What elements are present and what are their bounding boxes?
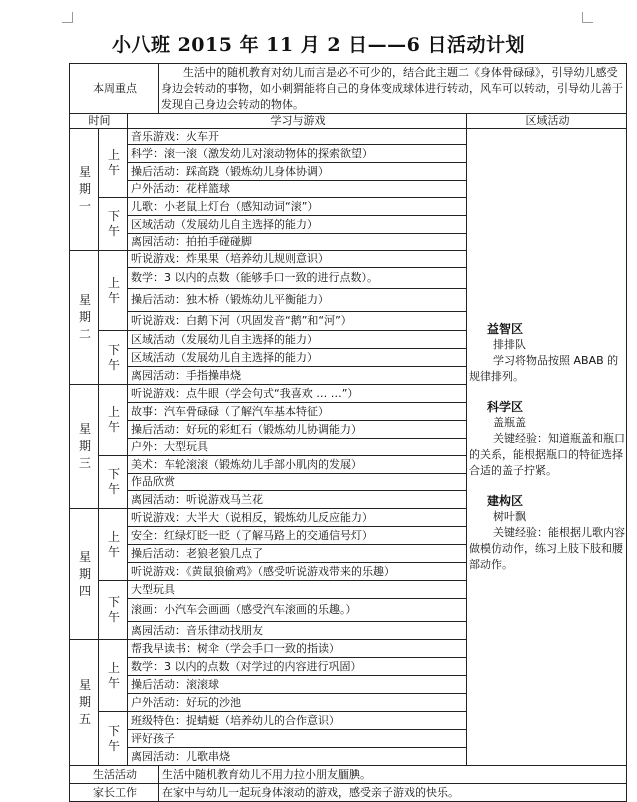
activity-text: 科学：滚一滚（激发幼儿对滚动物体的探索欲望）	[128, 145, 467, 163]
day-label: 星 期 一	[70, 129, 99, 251]
weekly-plan-table	[69, 63, 627, 802]
footer-text: 生活中随机教育幼儿不用力拉小朋友腼腆。	[159, 766, 627, 784]
activity-text: 评好孩子	[128, 730, 467, 748]
activity-text: 离园活动：儿歌串烧	[128, 748, 467, 766]
header-row	[70, 114, 627, 129]
afternoon-label: 下 午	[99, 581, 128, 640]
activity-text: 区域活动（发展幼儿自主选择的能力）	[128, 216, 467, 234]
morning-label: 上 午	[99, 509, 128, 581]
activity-text: 户外：大型玩具	[128, 439, 467, 456]
afternoon-label: 下 午	[99, 198, 128, 251]
activity-text: 户外活动：好玩的沙池	[128, 694, 467, 712]
page-title: 小八班 2015 年 11 月 2 日——6 日活动计划	[111, 34, 526, 56]
activity-text: 帮我早读书：树伞（学会手口一致的指读）	[128, 640, 467, 658]
activity-text: 滚画：小汽车会画画（感受汽车滚画的乐趣。）	[128, 599, 467, 622]
day-label: 星 期 三	[70, 385, 99, 509]
header-study: 学习与游戏	[128, 114, 467, 129]
activity-text: 听说游戏：大半大（说相反，锻炼幼儿反应能力）	[128, 509, 467, 527]
footer-row	[70, 766, 627, 784]
activity-row	[70, 129, 627, 145]
page-corner-mark-right	[582, 12, 593, 23]
activity-text: 区域活动（发展幼儿自主选择的能力）	[128, 349, 467, 367]
region-activity-desc: 学习将物品按照 ABAB 的规律排列。	[469, 354, 619, 383]
activity-text: 听说游戏：白鹅下河（巩固发音“鹅”和“河”）	[128, 312, 467, 331]
region-activity-name: 盖瓶盖	[493, 416, 527, 429]
footer-label: 家长工作	[70, 784, 159, 802]
activity-text: 数学：3 以内的点数（对学过的内容进行巩固）	[128, 658, 467, 676]
afternoon-label: 下 午	[99, 331, 128, 385]
morning-label: 上 午	[99, 129, 128, 198]
region-title: 益智区	[487, 322, 524, 336]
activity-text: 听说游戏：炸果果（培养幼儿规则意识）	[128, 251, 467, 268]
focus-row	[70, 64, 627, 114]
activity-text: 操后活动：滚滚球	[128, 676, 467, 694]
activity-text: 户外活动：花样篮球	[128, 181, 467, 198]
morning-label: 上 午	[99, 385, 128, 456]
activity-text: 安全：红绿灯眨一眨（了解马路上的交通信号灯）	[128, 527, 467, 545]
afternoon-label: 下 午	[99, 712, 128, 766]
focus-label: 本周重点	[70, 64, 159, 114]
activity-text: 操后活动：独木桥（锻炼幼儿平衡能力）	[128, 289, 467, 312]
region-title: 建构区	[487, 494, 524, 508]
day-label: 星 期 五	[70, 640, 99, 766]
region-activities-cell	[467, 129, 627, 766]
region-activity-name: 树叶飘	[493, 510, 527, 523]
header-time: 时间	[70, 114, 128, 129]
activity-text: 听说游戏：点牛眼（学会句式“我喜欢 … …”）	[128, 385, 467, 403]
activity-text: 离园活动：拍拍手碰碰脚	[128, 234, 467, 251]
region-activity-desc: 关键经验：能根据儿歌内容做模仿动作，练习上肢下肢和腰部动作。	[469, 526, 626, 571]
morning-label: 上 午	[99, 251, 128, 331]
day-label: 星 期 四	[70, 509, 99, 640]
day-label: 星 期 二	[70, 251, 99, 385]
activity-text: 美术：车轮滚滚（锻炼幼儿手部小肌肉的发展）	[128, 456, 467, 474]
morning-label: 上 午	[99, 640, 128, 712]
activity-text: 故事：汽车骨碌碌（了解汽车基本特征）	[128, 403, 467, 421]
region-activity-name: 排排队	[493, 338, 527, 351]
activity-text: 数学：3 以内的点数（能够手口一致的进行点数）。	[128, 268, 467, 289]
activity-text: 大型玩具	[128, 581, 467, 599]
activity-text: 操后活动：老狼老狼几点了	[128, 545, 467, 563]
activity-text: 操后活动：好玩的彩虹石（锻炼幼儿协调能力）	[128, 421, 467, 439]
activity-text: 班级特色：捉蜻蜓（培养幼儿的合作意识）	[128, 712, 467, 730]
activity-text: 儿歌：小老鼠上灯台（感知动词“滚”）	[128, 198, 467, 216]
activity-text: 操后活动：踩高跷（锻炼幼儿身体协调）	[128, 163, 467, 181]
activity-text: 作品欣赏	[128, 474, 467, 491]
region-title: 科学区	[487, 400, 524, 414]
activity-text: 听说游戏：《黄鼠狼偷鸡》（感受听说游戏带来的乐趣）	[128, 563, 467, 581]
activity-text: 离园活动：听说游戏马兰花	[128, 491, 467, 509]
footer-text: 在家中与幼儿一起玩身体滚动的游戏，感受亲子游戏的快乐。	[159, 784, 627, 802]
activity-text: 离园活动：手指操串烧	[128, 367, 467, 385]
activity-text: 离园活动：音乐律动找朋友	[128, 622, 467, 640]
footer-label: 生活活动	[70, 766, 159, 784]
header-region: 区域活动	[467, 114, 627, 129]
activity-text: 区域活动（发展幼儿自主选择的能力）	[128, 331, 467, 349]
focus-text: 生活中的随机教育对幼儿而言是必不可少的，结合此主题二《身体骨碌碌》，引导幼儿感受身边会转动的事物，如小刺猬能将自己的身体变成球体进行转动，风车可以转动，引导幼儿善于发现自己身边会转动的物体。	[159, 64, 627, 114]
region-activity-desc: 关键经验：知道瓶盖和瓶口的关系，能根据瓶口的特征选择合适的盖子拧紧。	[469, 432, 626, 477]
activity-text: 音乐游戏：火车开	[128, 129, 467, 145]
afternoon-label: 下 午	[99, 456, 128, 509]
footer-row	[70, 784, 627, 802]
page-corner-mark-left	[62, 12, 73, 23]
